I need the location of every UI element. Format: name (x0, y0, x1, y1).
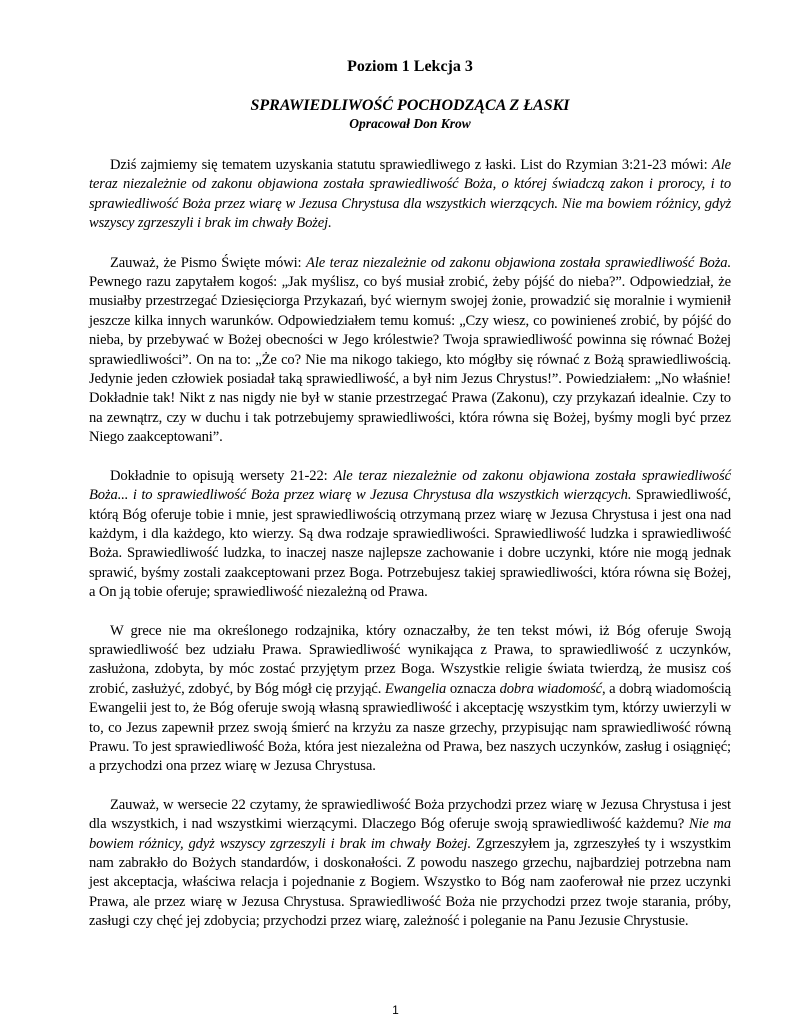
italic-text-run: Ewangelia (384, 680, 447, 697)
text-run: oznacza (446, 680, 500, 697)
text-run: Zgrzeszyłem ja, zgrzeszyłeś ty i wszystkim nam zabrakło do Bożych standardów, i doskonałości. Z powodu naszego grzechu, najbardziej potrzebna nam jest akceptacja, właściwa relacja i pojednanie z Bogiem. Wszystko to Bóg nam zaoferował nie przez uczynki Prawa, ale przez wiarę w Jezusa Chrystusa. Sprawiedliwość Boża nie przychodzi przez twoje starania, próby, zasługi czy chęć jej zdobycia; przychodzi przez wiarę, zależność i poleganie na Panu Jezusie Chrystusie. (89, 835, 731, 930)
text-run: , a dobrą wiadomością Ewangelii jest to, że Bóg oferuje swoją własną sprawiedliwość i akceptację wszystkim tym, którzy uwierzyli w to, co Jezus zapewnił przez swoją śmierć na krzyżu za nasze grzechy, przypisując nam sprawiedliwość równą Prawu. To jest sprawiedliwość Boża, która jest niezależna od Prawa, bez naszych uczynków, zasług i osiągnięć; a przychodzi ona przez wiarę w Jezusa Chrystusa. (89, 680, 731, 775)
paragraph-1 (89, 156, 731, 234)
text-run: Dziś zajmiemy się tematem uzyskania statutu sprawiedliwego z łaski. List do Rzymian 3:21-23 mówi: (110, 157, 712, 173)
italic-text-run: dobra wiadomość (499, 680, 603, 697)
document-title: SPRAWIEDLIWOŚĆ POCHODZĄCA Z ŁASKI (250, 97, 570, 114)
text-run: Zauważ, że Pismo Święte mówi: (110, 254, 307, 271)
text-run: Sprawiedliwość, którą Bóg oferuje tobie i mnie, jest sprawiedliwością otrzymaną przez wiarę w Jezusa Chrystusa i jest ona nad każdym, i dla każdego, kto wierzy. Są dwa rodzaje sprawiedliwości. Sprawiedliwość ludzka i sprawiedliwość Boża. Sprawiedliwość ludzka, to inaczej nasze najlepsze zachowanie i dobre uczynki, które nie mogą jednak sprawić, byśmy zostali zaakceptowani przez Boga. Potrzebujesz takiej sprawiedliwości, która równa się Bożej, a On ją tobie oferuje; sprawiedliwość niezależną od Prawa. (89, 487, 731, 601)
lesson-heading: Poziom 1 Lekcja 3 (347, 58, 473, 75)
paragraph-5 (89, 796, 731, 932)
text-run: Zauważ, w wersecie 22 czytamy, że sprawiedliwość Boża przychodzi przez wiarę w Jezusa Chrystusa i jest dla wszystkich, i nad wszystkimi wierzącymi. Dlaczego Bóg oferuje swoją sprawiedliwość każdemu? (89, 796, 731, 833)
italic-text-run: Ale teraz niezależnie od zakonu objawiona została sprawiedliwość Boża, o której świadczą zakon i prorocy, i to sprawiedliwość Boża przez wiarę w Jezusa Chrystusa dla wszystkich wierzących. Nie ma bowiem różnicy, gdyż wszyscy zgrzeszyli i brak im chwały Bożej. (89, 157, 731, 232)
page-content (89, 56, 731, 932)
italic-text-run: Ale teraz niezależnie od zakonu objawiona została sprawiedliwość Boża. (306, 254, 731, 271)
text-run: W grece nie ma określonego rodzajnika, który oznaczałby, że ten tekst mówi, iż Bóg oferuje Swoją sprawiedliwość bez udziału Prawa. Sprawiedliwość wynikająca z Prawa, to sprawiedliwość z uczynków, zasłużona, zdobyta, by móc zostać przyjętym przez Boga. Wszystkie religie świata twierdzą, że musisz coś zrobić, zasłużyć, zdobyć, by Bóg mógł cię przyjąć. (89, 622, 731, 697)
text-run: Pewnego razu zapytałem kogoś: „Jak myślisz, co byś musiał zrobić, żeby pójść do nieba?”. Odpowiedział, że musiałby przestrzegać Dziesięciorga Przykazań, być wiernym swojej żonie, prowadzić się moralnie i wymienił jeszcze kilka innych warunków. Odpowiedziałem temu komuś: „Czy wiesz, co powinieneś zrobić, by pójść do nieba, by przebywać w Bożej obecności w Jego królestwie? Twoja sprawiedliwość powinna się równać Bożej sprawiedliwości”. On na to: „Że co? Nie ma nikogo takiego, kto mógłby się równać z Bożą sprawiedliwością. Jedynie jeden człowiek posiadał taką sprawiedliwość, a był nim Jezus Chrystus!”. Powiedziałem: „No właśnie! Dokładnie tak! Nikt z nas nigdy nie był w stanie przestrzegać Prawa (Zakonu), czy przykazań idealnie. Czy to na zewnątrz, czy w duchu i tak potrzebujemy sprawiedliwości, która równa się Bożej, byśmy mogli być przez Niego zaakceptowani”. (89, 274, 731, 446)
paragraph-3 (89, 467, 731, 603)
text-run: Dokładnie to opisują wersety 21-22: (110, 467, 334, 484)
paragraph-2 (89, 254, 731, 448)
author-line: Opracował Don Krow (349, 116, 471, 131)
paragraph-4 (89, 622, 731, 777)
page-number: 1 (392, 1003, 399, 1017)
italic-text-run: Nie ma bowiem różnicy, gdyż wszyscy zgrzeszyli i brak im chwały Bożej. (89, 816, 731, 852)
italic-text-run: Ale teraz niezależnie od zakonu objawiona została sprawiedliwość Boża... i to sprawiedliwość Boża przez wiarę w Jezusa Chrystusa dla wszystkich wierzących. (89, 467, 731, 504)
